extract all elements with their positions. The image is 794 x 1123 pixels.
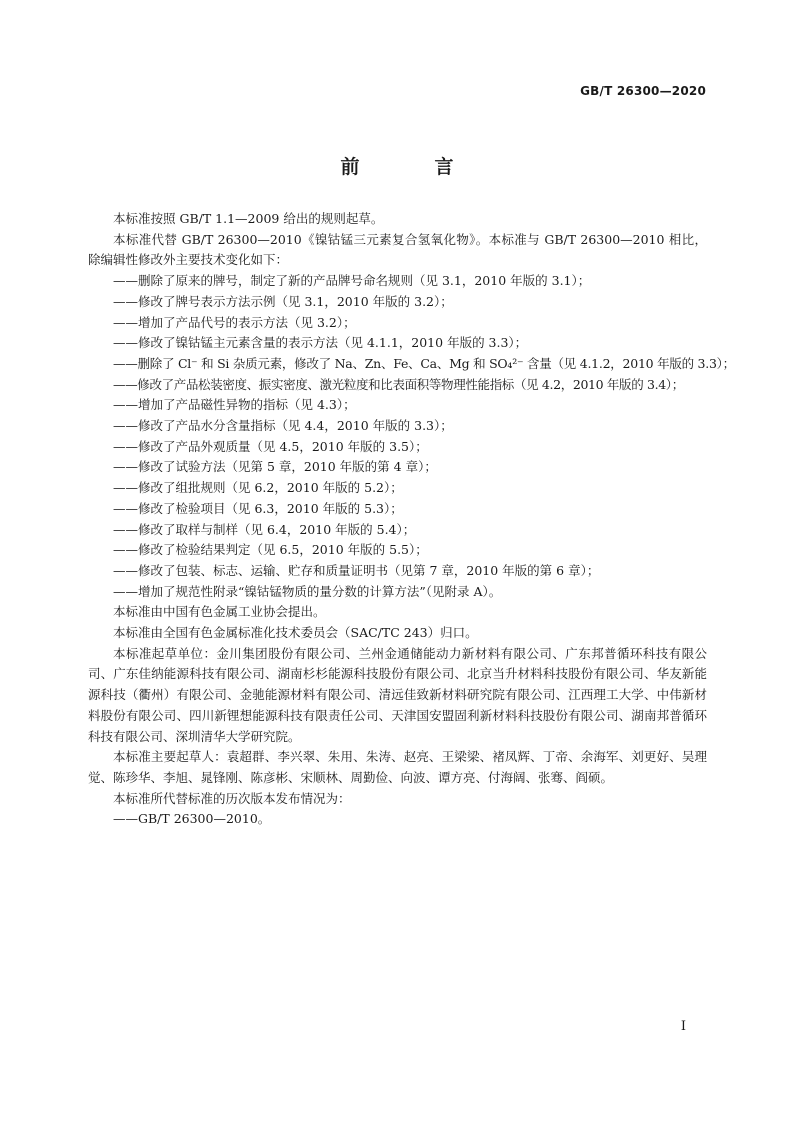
change-item: ——删除了原来的牌号，制定了新的产品牌号命名规则（见 3.1，2010 年版的 3.1）；: [113, 273, 591, 289]
change-item: ——修改了产品水分含量指标（见 4.4，2010 年版的 3.3）；: [113, 418, 453, 434]
change-item: ——修改了镍钴锰主元素含量的表示方法（见 4.1.1，2010 年版的 3.3）；: [113, 335, 528, 351]
drafters: 本标准主要起草人：袁超群、李兴翠、朱用、朱涛、赵亮、王梁梁、褚凤辉、丁帝、余海军、刘更好、吴理觉、陈珍华、李旭、晁锋刚、陈彦彬、宋顺林、周勤俭、向波、谭方亮、付海阔、张骞、阎硕。: [88, 749, 707, 785]
history-item: ——GB/T 26300—2010。: [113, 811, 271, 827]
change-item: ——修改了包装、标志、运输、贮存和质量证明书（见第 7 章，2010 年版的第 6 章）；: [113, 562, 600, 578]
centralized-by: 本标准由全国有色金属标准化技术委员会（SAC/TC 243）归口。: [113, 625, 478, 641]
change-item: ——修改了组批规则（见 6.2，2010 年版的 5.2）；: [113, 480, 403, 496]
document-code: GB/T 26300—2020: [580, 84, 706, 98]
page-title: 前 言: [340, 156, 482, 178]
intro-paragraph: 本标准按照 GB/T 1.1—2009 给出的规则起草。: [113, 211, 384, 226]
change-item: ——增加了产品磁性异物的指标（见 4.3）；: [113, 397, 356, 413]
change-item: ——修改了试验方法（见第 5 章，2010 年版的第 4 章）；: [113, 459, 437, 475]
change-item: ——增加了规范性附录“镍钴锰物质的量分数的计算方法”（见附录 A）。: [113, 583, 502, 599]
drafting-units: 本标准起草单位：金川集团股份有限公司、兰州金通储能动力新材料有限公司、广东邦普循环科技有限公司、广东佳纳能源科技有限公司、湖南杉杉能源科技股份有限公司、北京当升材料科技股份有限公司、华友新能源科技（衢州）有限公司、金驰能源材料有限公司、清远佳致新材料研究院有限公司、江西理工大学、中伟新材料股份有限公司、四川新锂想能源科技有限责任公司、天津国安盟固利新材料科技股份有限公司、湖南邦普循环科技有限公司、深圳清华大学研究院。: [88, 645, 707, 744]
proposed-by: 本标准由中国有色金属工业协会提出。: [113, 604, 326, 620]
intro-paragraph: 本标准代替 GB/T 26300—2010《镍钴锰三元素复合氢氧化物》。本标准与 GB/T 26300—2010 相比，除编辑性修改外主要技术变化如下：: [88, 231, 707, 268]
change-item: ——修改了产品外观质量（见 4.5，2010 年版的 3.5）；: [113, 438, 428, 454]
change-item: ——修改了牌号表示方法示例（见 3.1，2010 年版的 3.2）；: [113, 293, 453, 309]
history-intro: 本标准所代替标准的历次版本发布情况为：: [113, 790, 351, 806]
foreword-body: [88, 209, 735, 830]
change-item: ——修改了检验项目（见 6.3，2010 年版的 5.3）；: [113, 500, 403, 516]
change-item: ——删除了 Cl⁻ 和 Si 杂质元素，修改了 Na、Zn、Fe、Ca、Mg 和 SO₄²⁻ 含量（见 4.1.2，2010 年版的 3.3）；: [113, 355, 735, 371]
page-number: I: [680, 1019, 686, 1034]
change-item: ——增加了产品代号的表示方法（见 3.2）；: [113, 314, 356, 330]
change-item: ——修改了取样与制样（见 6.4，2010 年版的 5.4）；: [113, 521, 416, 537]
change-item: ——修改了产品松装密度、振实密度、激光粒度和比表面积等物理性能指标（见 4.2，2010 年版的 3.4）；: [113, 376, 684, 392]
change-item: ——修改了检验结果判定（见 6.5，2010 年版的 5.5）；: [113, 542, 428, 558]
